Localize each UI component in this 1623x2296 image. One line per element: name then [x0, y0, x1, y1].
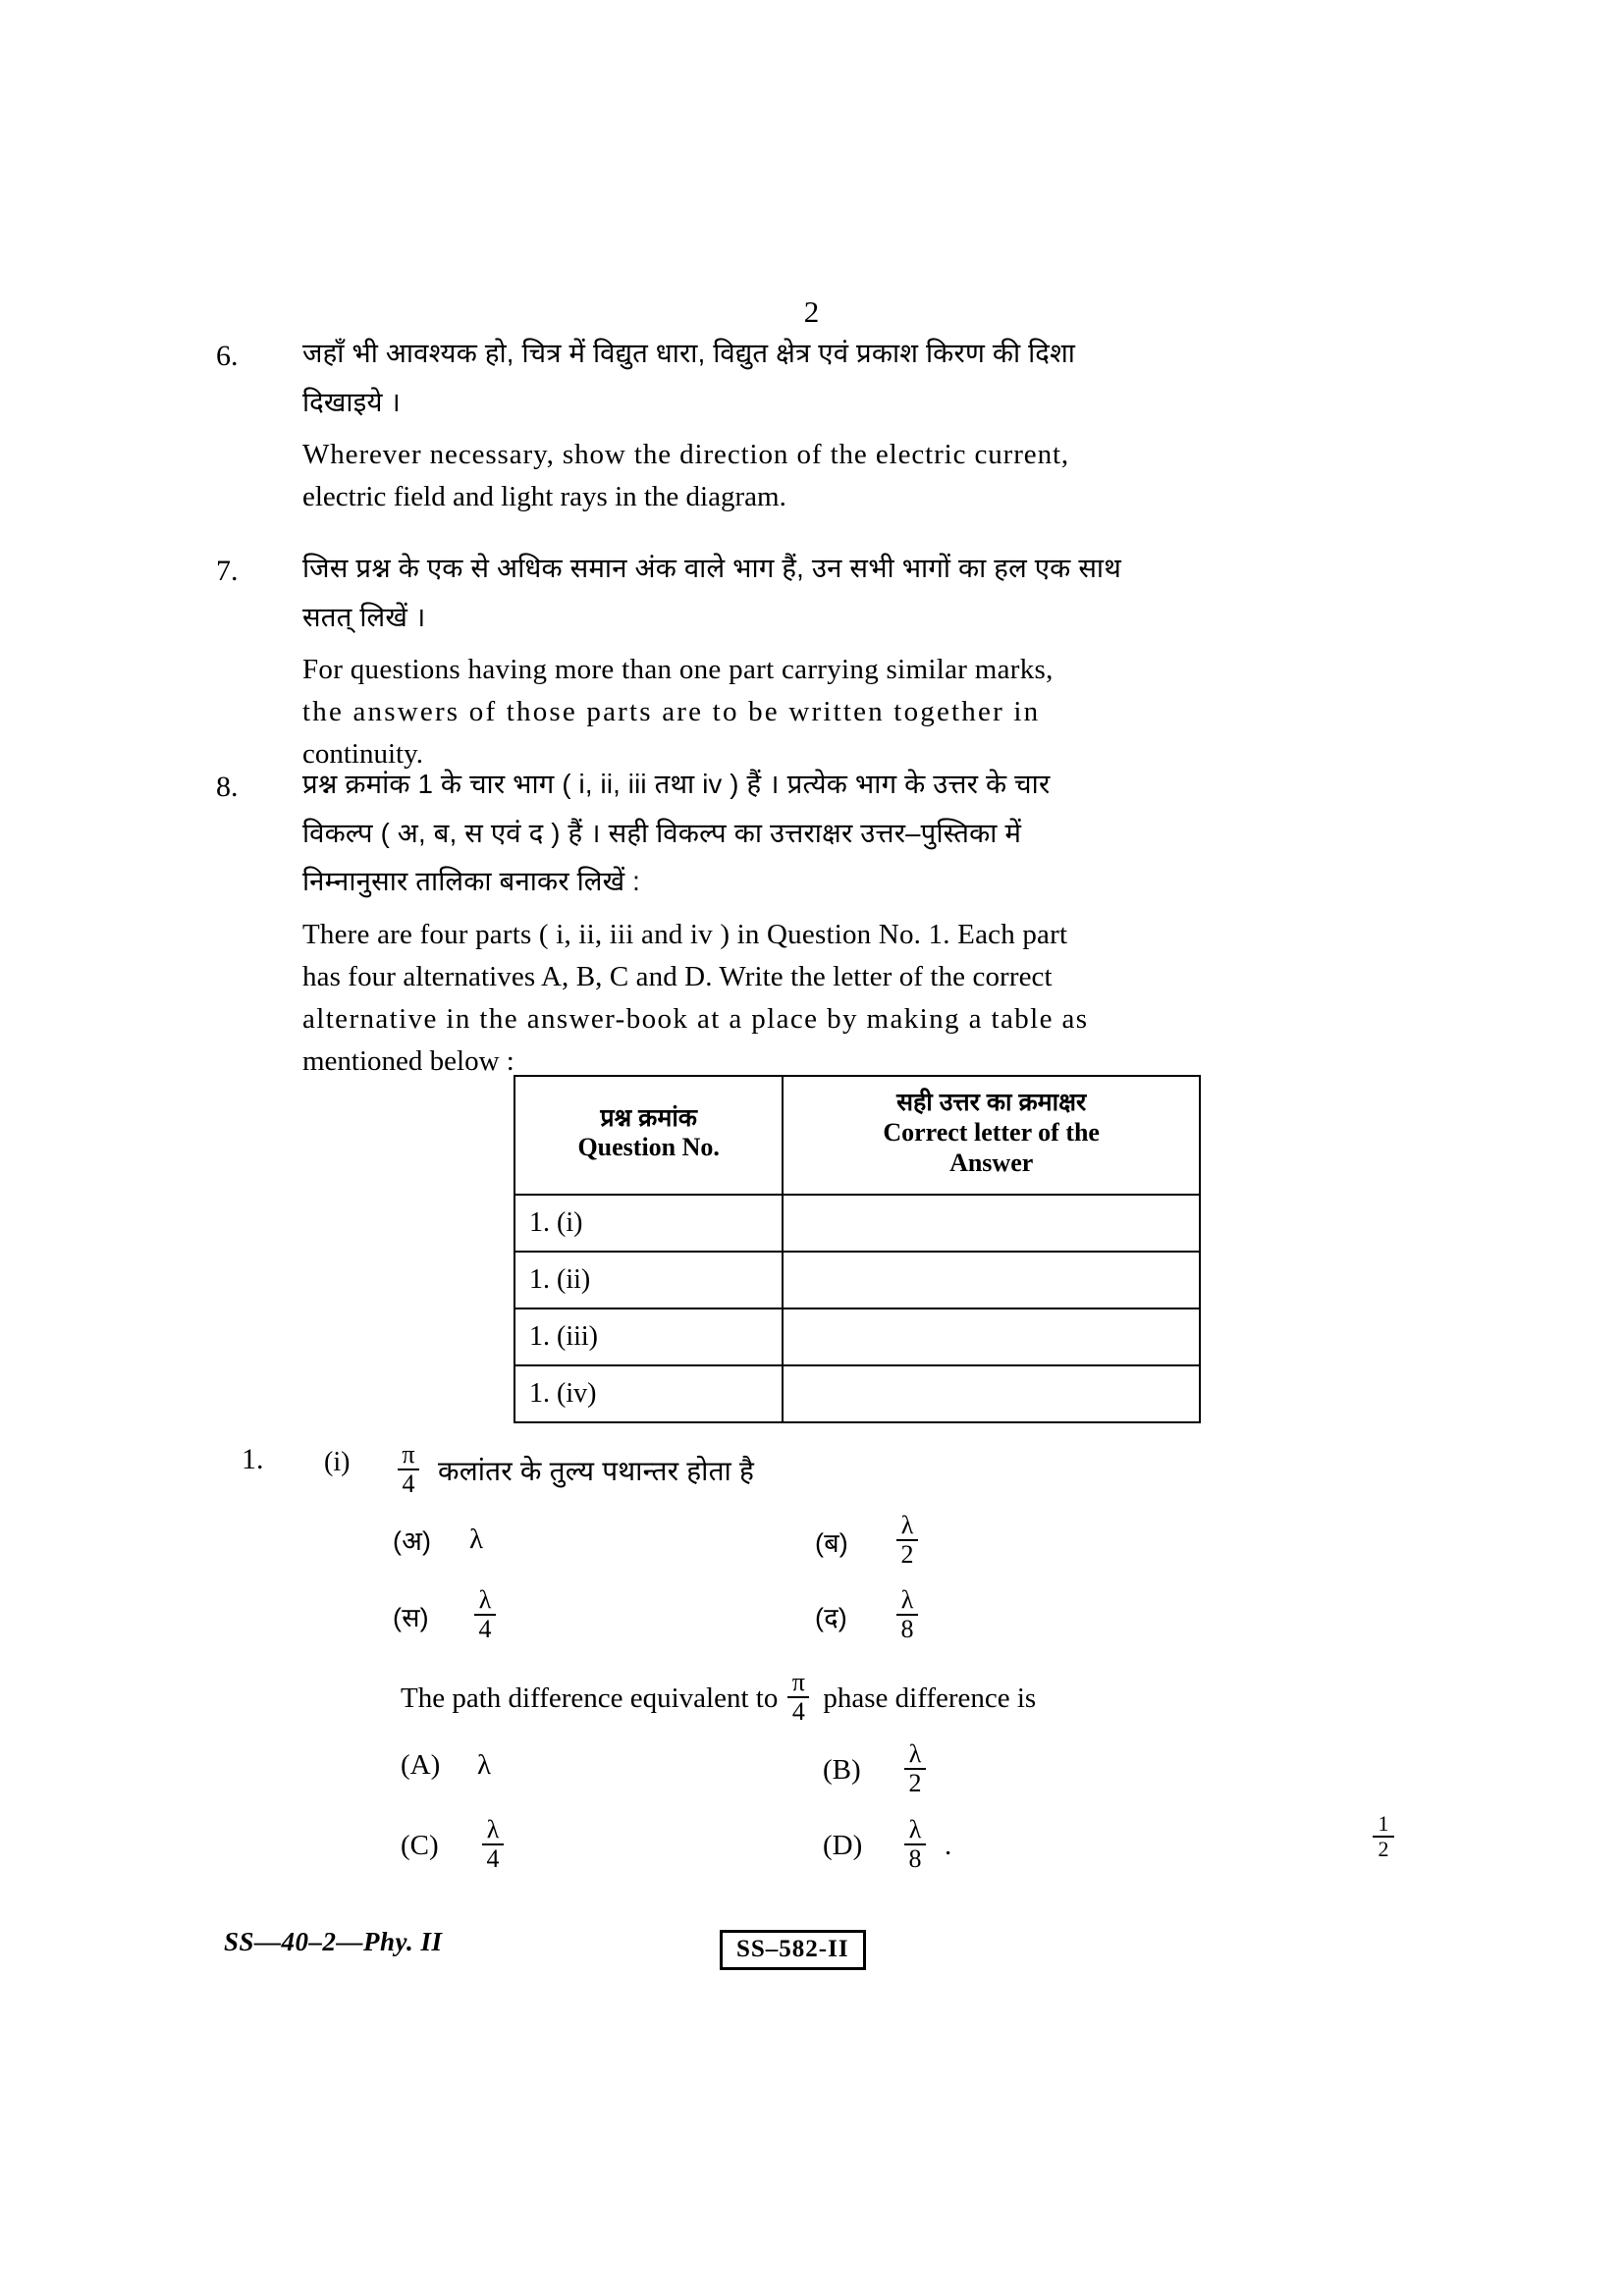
instruction-english-line: the answers of those parts are to be written together in [302, 696, 1041, 727]
option-value: λ [469, 1523, 484, 1555]
table-row [514, 1365, 1200, 1422]
instruction-english-line: electric field and light rays in the diagram. [302, 481, 786, 512]
fraction-lambda-over-4 [482, 1817, 504, 1872]
fraction-lambda-over-2 [896, 1513, 918, 1568]
instruction-number: 8. [216, 771, 239, 803]
instruction-hindi-line: सतत् लिखें । [302, 601, 426, 632]
option-label: (ब) [815, 1527, 848, 1558]
fraction-denominator: 4 [791, 1697, 805, 1726]
question-stem-hindi [393, 1440, 755, 1498]
table-cell-question: 1. (iv) [514, 1365, 783, 1422]
instruction-english-line: continuity. [302, 738, 423, 770]
option-value [477, 1815, 509, 1873]
option-english-c[interactable] [401, 1815, 509, 1873]
option-trailing-punctuation: . [945, 1829, 952, 1861]
table-cell-question: 1. (ii) [514, 1252, 783, 1308]
question-part-label: (i) [324, 1447, 351, 1477]
fraction-numerator: λ [486, 1815, 500, 1843]
option-hindi-b[interactable] [815, 1511, 923, 1569]
option-hindi-c[interactable] [393, 1585, 501, 1643]
table-header-row [514, 1076, 1200, 1195]
option-label: (C) [401, 1829, 439, 1861]
fraction-numerator: 1 [1378, 1811, 1389, 1836]
fraction-numerator: λ [900, 1585, 914, 1614]
fraction-pi-over-4 [787, 1670, 809, 1725]
question-stem-english [401, 1668, 1037, 1726]
option-english-b[interactable] [823, 1739, 931, 1797]
table-row [514, 1308, 1200, 1365]
table-header-question-no-english: Question No. [577, 1133, 720, 1162]
instruction-hindi-line: विकल्प ( अ, ब, स एवं द ) हैं । सही विकल्प का उत्तराक्षर उत्तर–पुस्तिका में [302, 817, 1022, 848]
fraction-lambda-over-8 [896, 1587, 918, 1642]
fraction-denominator: 2 [908, 1769, 922, 1797]
footer-boxed-code: SS–582-II [720, 1930, 866, 1970]
marks-indicator [1368, 1811, 1399, 1861]
instruction-hindi-line: दिखाइये । [302, 386, 402, 417]
fraction-denominator: 8 [900, 1615, 914, 1643]
option-value [892, 1511, 923, 1569]
question-number: 1. [242, 1443, 264, 1475]
fraction-lambda-over-4 [474, 1587, 496, 1642]
fraction-denominator: 4 [478, 1615, 492, 1643]
instruction-english-line: has four alternatives A, B, C and D. Write the letter of the correct [302, 960, 1053, 992]
table-header-question-no [514, 1076, 783, 1195]
option-value [899, 1815, 931, 1873]
question-stem-hindi-text: कलांतर के तुल्य पथान्तर होता है [438, 1456, 755, 1486]
fraction-numerator: λ [908, 1739, 922, 1768]
fraction-denominator: 8 [908, 1844, 922, 1873]
instruction-hindi-line: जहाँ भी आवश्यक हो, चित्र में विद्युत धारा, विद्युत क्षेत्र एवं प्रकाश किरण की दिशा [302, 338, 1076, 368]
table-header-answer-english-line2: Answer [949, 1148, 1034, 1177]
fraction-numerator: λ [900, 1511, 914, 1539]
instruction-item-6 [216, 338, 1382, 512]
page-number: 2 [803, 294, 820, 329]
instruction-hindi-line: जिस प्रश्न के एक से अधिक समान अंक वाले भाग हैं, उन सभी भागों का हल एक साथ [302, 553, 1122, 583]
option-label: (B) [823, 1753, 861, 1786]
fraction-denominator: 4 [402, 1469, 415, 1498]
table-header-answer-english-line1: Correct letter of the [883, 1117, 1100, 1147]
option-value: λ [477, 1749, 492, 1781]
instruction-english-line: For questions having more than one part carrying similar marks, [302, 654, 1054, 685]
option-value [892, 1585, 923, 1643]
fraction-pi-over-4 [398, 1442, 419, 1497]
option-english-d[interactable] [823, 1815, 952, 1873]
instruction-english-line: Wherever necessary, show the direction of the electric current, [302, 439, 1070, 470]
option-english-a[interactable] [401, 1749, 491, 1782]
option-hindi-a[interactable] [393, 1522, 483, 1558]
option-label: (A) [401, 1749, 441, 1781]
option-value [469, 1585, 501, 1643]
option-label: (द) [815, 1602, 847, 1632]
instruction-number: 7. [216, 555, 239, 587]
option-hindi-d[interactable] [815, 1585, 923, 1643]
fraction-denominator: 2 [900, 1540, 914, 1569]
option-value [899, 1739, 931, 1797]
fraction-denominator: 4 [486, 1844, 500, 1873]
option-label: (D) [823, 1829, 863, 1861]
table-row [514, 1195, 1200, 1252]
fraction-half [1373, 1813, 1394, 1860]
instruction-english-line: mentioned below : [302, 1044, 514, 1077]
instruction-item-7 [216, 553, 1382, 770]
instruction-english-line: There are four parts ( i, ii, iii and iv ) in Question No. 1. Each part [302, 918, 1068, 950]
fraction-numerator: π [402, 1440, 415, 1468]
footer-left-code: SS—40–2—Phy. II [224, 1927, 443, 1956]
answer-key-table [514, 1075, 1201, 1423]
instruction-english-line: alternative in the answer-book at a place by making a table as [302, 1002, 1089, 1035]
fraction-lambda-over-8 [904, 1817, 926, 1872]
fraction-numerator: λ [478, 1585, 492, 1614]
option-label: (स) [393, 1602, 429, 1632]
fraction-lambda-over-2 [904, 1741, 926, 1796]
question-stem-english-after: phase difference is [823, 1682, 1037, 1714]
fraction-numerator: π [791, 1668, 805, 1696]
option-label: (अ) [393, 1526, 432, 1556]
table-cell-question: 1. (iii) [514, 1308, 783, 1365]
instruction-item-8 [216, 769, 1382, 1077]
table-header-answer-hindi: सही उत्तर का क्रमाक्षर [896, 1089, 1087, 1116]
table-cell-question: 1. (i) [514, 1195, 783, 1252]
table-cell-answer[interactable] [783, 1308, 1200, 1365]
fraction-numerator: λ [908, 1815, 922, 1843]
fraction-denominator: 2 [1378, 1836, 1389, 1861]
table-header-answer [783, 1076, 1200, 1195]
instruction-number: 6. [216, 340, 239, 372]
table-cell-answer[interactable] [783, 1195, 1200, 1252]
table-header-question-no-hindi: प्रश्न क्रमांक [600, 1103, 697, 1132]
table-cell-answer[interactable] [783, 1252, 1200, 1308]
instruction-hindi-line: निम्नानुसार तालिका बनाकर लिखें : [302, 866, 640, 896]
table-row [514, 1252, 1200, 1308]
instruction-hindi-line: प्रश्न क्रमांक 1 के चार भाग ( i, ii, iii तथा iv ) हैं । प्रत्येक भाग के उत्तर के चार [302, 769, 1051, 799]
table-cell-answer[interactable] [783, 1365, 1200, 1422]
question-stem-english-before: The path difference equivalent to [401, 1682, 779, 1714]
